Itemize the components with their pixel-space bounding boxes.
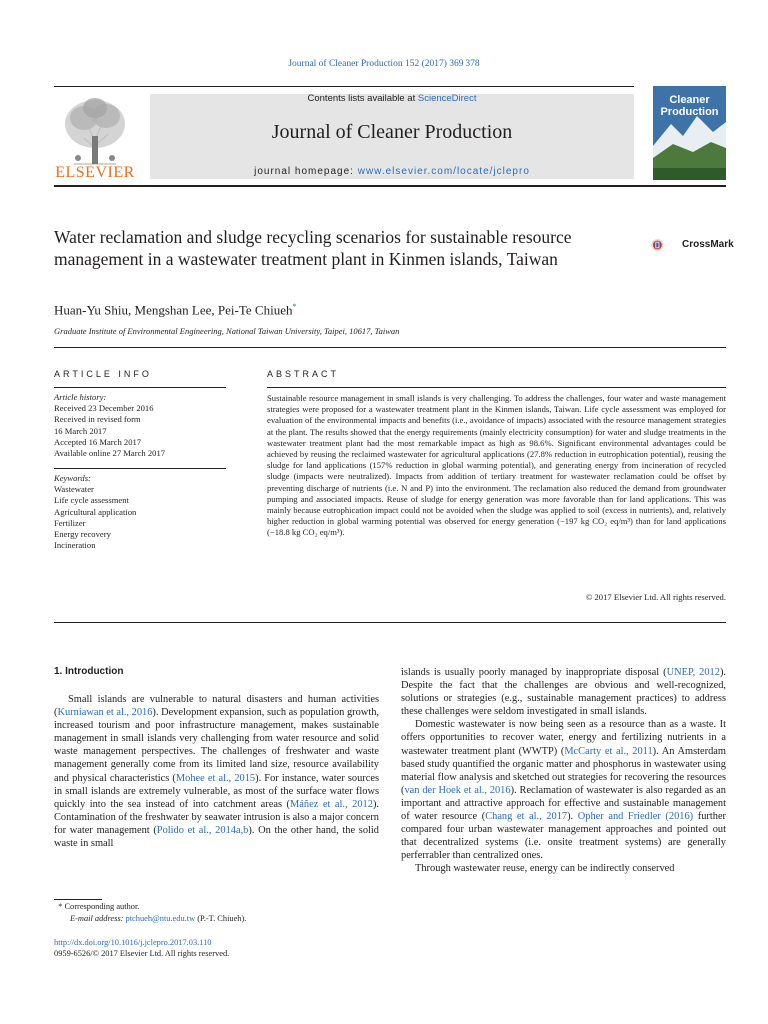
text: Domestic wastewater is now being seen as a resource than as a waste. It offers opportunities to recover water, energy and fertilizing nutrients in a wastewater treatment plant (WWTP) ( <box>401 719 726 757</box>
contents-prefix: Contents lists available at <box>307 93 418 104</box>
history-item: 16 March 2017 <box>54 425 107 436</box>
citation-link[interactable]: van der Hoek et al., 2016 <box>404 784 511 796</box>
text: ). Development expansion, such as population growth, increased tourism and poor infrastructure management, makes sustainable management in small islands very challenging from water resource and solid waste management perspectives. The challenges of freshwater and waste management generally come from its limited land size, resource availability and physical characteristics ( <box>54 707 379 784</box>
doi-link[interactable]: http://dx.doi.org/10.1016/j.jclepro.2017.03.110 <box>54 938 212 947</box>
abstract-text: Sustainable resource management in small islands is very challenging. To address the challenges, four water and waste management strategies were proposed for a wastewater treatment plant in the Kinmen islands, Taiwan. Life cycle assessment was employed for evaluation of the environmental impacts and benefits (i.e., avoidance of impacts) associated with the resource management strategies at the plant. The results showed that the energy requirements (mainly electricity consumption) for water and sludge treatments in the wastewater treatment plant had the most remarkable impact as high as 98.6%. Significant environmental advantages could be achieved by reusing the reclaimed wastewater for agricultural applications (27.8% reduction in eutrophication potential), reusing the sludge for land applications (157% reduction in global warming potential), and generating energy from incineration of recycled sludge (impacts were neutralized). Impacts from addition of tertiary treatment for wastewater reclamation could be offset by preventing discharge of nutrients (i.e. N and P) into the environment. The reclamation also reduced the demand from groundwater pumping and associated impacts. Reuse of sludge for energy generation was more favorable than for land applications. This was mainly because eutrophication impact could not be avoided when the sludge was applied to soil (excess in nutrients), and, relatively higher reduction in global warming potential was observed for energy generation (−197 kg CO₂ eq/m³) than for land applications (−18.8 kg CO₂ eq/m³). <box>267 393 726 538</box>
keywords-label: Keywords: <box>54 473 91 483</box>
footnote-email-line <box>54 913 246 925</box>
body-column-left <box>54 693 379 850</box>
text: ). Contamination of the freshwater by seawater intrusion is also a major concern for water management ( <box>54 798 379 836</box>
keyword-item: Agricultural application <box>54 506 137 517</box>
text: ). For instance, water sources in small islands are extremely vulnerable, as most of the surface water flows quickly into the sea instead of into catchment areas ( <box>54 772 380 810</box>
journal-reference[interactable]: Journal of Cleaner Production 152 (2017) 369 378 <box>288 59 480 69</box>
abstract-copyright: © 2017 Elsevier Ltd. All rights reserved. <box>585 592 726 602</box>
citation-link[interactable]: Máñez et al., 2012 <box>290 798 373 810</box>
crossmark-label[interactable]: CrossMark <box>682 239 734 250</box>
corresponding-author-mark[interactable]: * <box>292 302 297 311</box>
corresponding-author-footnote <box>54 901 246 924</box>
article-info-heading: ARTICLE INFO <box>54 369 152 379</box>
text: ). Reclamation of wastewater is also regarded as an important and attractive approach for effective and sustainable management of water resource ( <box>401 784 726 823</box>
citation-link[interactable]: Kurniawan et al., 2016 <box>57 707 153 719</box>
citation-link[interactable]: Mohee et al., 2015 <box>175 772 256 784</box>
citation-link[interactable]: McCarty et al., 2011 <box>564 745 653 757</box>
citation-link[interactable]: Opher and Friedler (2016) <box>577 811 694 823</box>
abstract-bottom-rule <box>54 622 726 623</box>
abstract-rule <box>267 387 726 388</box>
footnote-mark: * <box>58 902 63 911</box>
cover-title-line-2: Production <box>660 106 719 118</box>
history-item: Accepted 16 March 2017 <box>54 436 142 447</box>
email-label: E-mail address: <box>70 913 126 923</box>
elsevier-wordmark: ELSEVIER <box>55 164 135 181</box>
footnote-corresponding: Corresponding author. <box>64 902 140 911</box>
keyword-item: Life cycle assessment <box>54 495 129 506</box>
text: Small islands are vulnerable to natural disasters and human activities ( <box>54 694 379 719</box>
issn-line: 0959-6526/© 2017 Elsevier Ltd. All rights reserved. <box>54 949 230 958</box>
footnote-line <box>54 901 246 913</box>
author-list <box>54 302 296 318</box>
cover-title-line-1: Cleaner <box>669 94 710 106</box>
citation-link[interactable]: UNEP, 2012 <box>666 667 720 678</box>
citation-link[interactable]: Chang et al., 2017 <box>485 811 568 823</box>
crossmark-icon[interactable] <box>651 229 683 261</box>
title-divider <box>54 347 726 348</box>
intro-paragraph <box>401 862 726 875</box>
text: ). Despite the fact that the challenges are obvious and well-recognized, solutions or strategies (e.g., sustainable management practices) to address these challenges were seldom investigated in small islands. <box>401 667 726 718</box>
intro-paragraph <box>401 718 726 862</box>
citation-link[interactable]: Polido et al., 2014a,b <box>156 824 249 836</box>
keyword-item: Fertilizer <box>54 517 86 528</box>
footnote-rule <box>54 899 102 900</box>
text: Through wastewater reuse, energy can be indirectly conserved <box>415 863 675 875</box>
text: ). An Amsterdam based study quantified the organic matter and phosphorus in wastewater using material flow analysis and sketched out strategies for recovering the resources ( <box>401 745 726 796</box>
contents-line <box>150 93 634 104</box>
text: islands is usually poorly managed by inappropriate disposal ( <box>401 667 667 678</box>
email-suffix: (P.-T. Chiueh). <box>195 913 247 923</box>
keywords-list <box>54 473 136 551</box>
sciencedirect-link[interactable]: ScienceDirect <box>417 93 477 104</box>
history-item: Available online 27 March 2017 <box>54 448 166 459</box>
journal-homepage-line <box>150 166 634 177</box>
email-link[interactable]: ptchueh@ntu.edu.tw <box>125 913 196 923</box>
history-label: Article history: <box>54 392 107 402</box>
article-info-rule <box>54 387 226 388</box>
body-column-right <box>401 666 726 876</box>
doi-block <box>54 937 229 959</box>
text: ). <box>567 811 578 823</box>
intro-paragraph <box>54 693 379 850</box>
journal-cover-thumbnail[interactable] <box>653 86 726 180</box>
keyword-item: Wastewater <box>54 484 94 495</box>
authors-text: Huan-Yu Shiu, Mengshan Lee, Pei-Te Chiueh <box>54 302 293 318</box>
header-top-rule <box>54 86 634 87</box>
keyword-item: Energy recovery <box>54 529 111 540</box>
keyword-item: Incineration <box>54 540 96 551</box>
text: ). On the other hand, the solid waste in small <box>54 824 379 850</box>
abstract-heading: ABSTRACT <box>267 369 340 379</box>
text: further compared four urban wastewater management approaches and pointed out that decentralized systems (i.e. onsite treatment systems) are generally perferrabler than centralized ones. <box>401 811 727 862</box>
author-affiliation: Graduate Institute of Environmental Engineering, National Taiwan University, Taipei, 10617, Taiwan <box>54 326 400 336</box>
homepage-prefix: journal homepage: <box>254 166 358 177</box>
cover-title <box>653 94 726 118</box>
homepage-link[interactable]: www.elsevier.com/locate/jclepro <box>357 166 530 177</box>
article-title: Water reclamation and sludge recycling scenarios for sustainable resource management in a wastewater treatment plant in Kinmen islands, Taiwan <box>54 227 572 269</box>
intro-paragraph <box>401 666 726 718</box>
history-item: Received in revised form <box>54 414 141 425</box>
history-item: Received 23 December 2016 <box>54 403 154 414</box>
header-bottom-rule <box>54 185 726 187</box>
journal-title: Journal of Cleaner Production <box>271 121 513 143</box>
keywords-rule <box>54 468 226 469</box>
section-heading-introduction: 1. Introduction <box>54 666 124 677</box>
article-history <box>54 392 165 459</box>
